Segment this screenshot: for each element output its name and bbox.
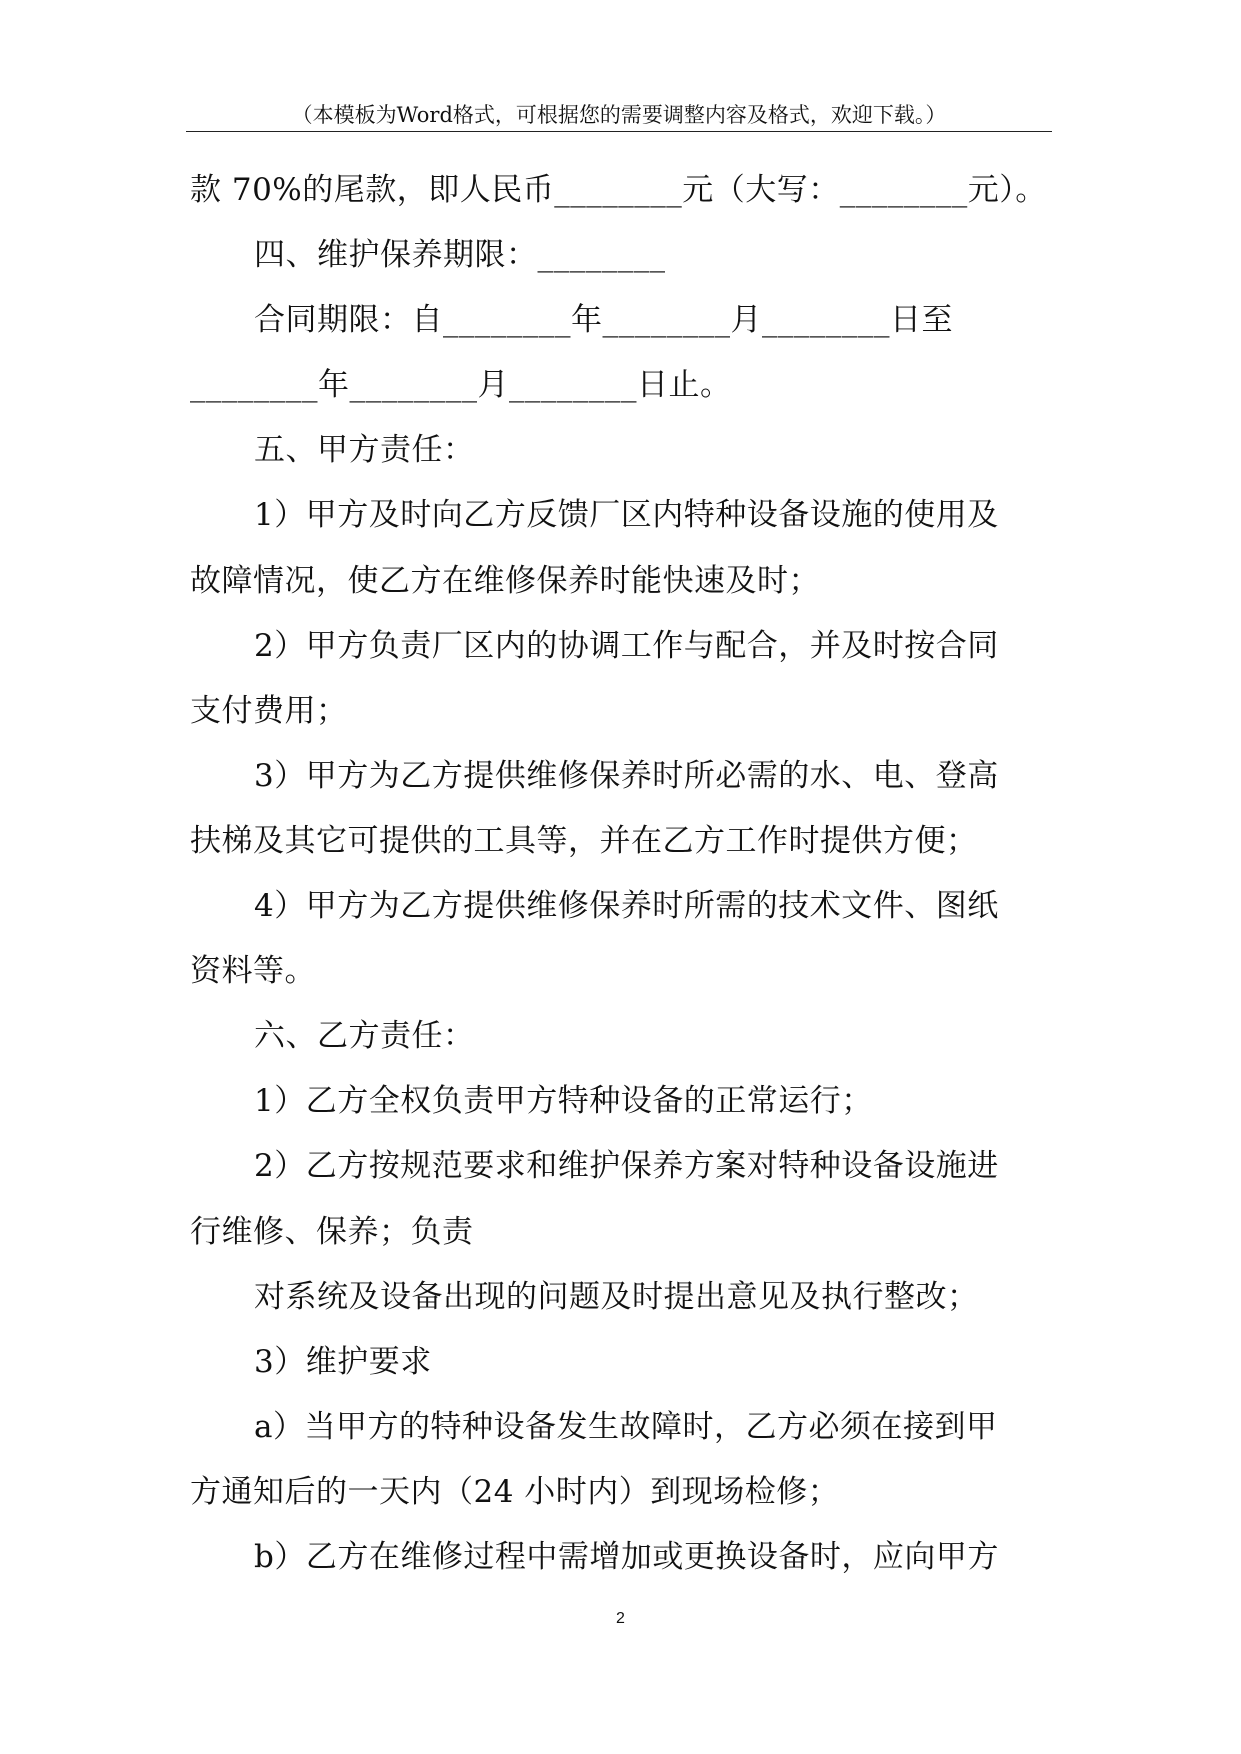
text-line: 支付费用； bbox=[190, 692, 348, 729]
text-line: 行维修、保养；负责 bbox=[190, 1213, 474, 1250]
text-line: 对系统及设备出现的问题及时提出意见及执行整改； bbox=[254, 1278, 979, 1315]
text-line: 资料等。 bbox=[190, 953, 316, 990]
text-line: a）当甲方的特种设备发生故障时，乙方必须在接到甲 bbox=[254, 1408, 998, 1445]
text-line: 2）乙方按规范要求和维护保养方案对特种设备设施进 bbox=[254, 1148, 999, 1185]
text-line: 合同期限：自________年________月________日至 bbox=[254, 302, 953, 339]
text-line: 六、乙方责任： bbox=[254, 1018, 475, 1055]
text-line: 2）甲方负责厂区内的协调工作与配合，并及时按合同 bbox=[254, 627, 999, 664]
text-line: ________年________月________日止。 bbox=[190, 367, 732, 404]
text-line: 四、维护保养期限：________ bbox=[254, 237, 666, 274]
text-line: 扶梯及其它可提供的工具等，并在乙方工作时提供方便； bbox=[190, 822, 978, 859]
text-line: b）乙方在维修过程中需增加或更换设备时，应向甲方 bbox=[254, 1538, 999, 1575]
text-line: 4）甲方为乙方提供维修保养时所需的技术文件、图纸 bbox=[254, 888, 999, 925]
text-line: 1）甲方及时向乙方反馈厂区内特种设备设施的使用及 bbox=[254, 497, 999, 534]
text-line: 五、甲方责任： bbox=[254, 432, 475, 469]
text-line: 款 70%的尾款，即人民币________元（大写：________元）。 bbox=[190, 172, 1047, 208]
page-number: 2 bbox=[616, 1610, 625, 1627]
text-line: 1）乙方全权负责甲方特种设备的正常运行； bbox=[254, 1083, 873, 1120]
text-line: 3）甲方为乙方提供维修保养时所必需的水、电、登高 bbox=[254, 757, 999, 794]
text-line: 故障情况，使乙方在维修保养时能快速及时； bbox=[190, 562, 820, 599]
template-header-note: （本模板为Word格式，可根据您的需要调整内容及格式，欢迎下载。） bbox=[291, 103, 947, 127]
header-divider bbox=[186, 131, 1052, 132]
contract-body-text bbox=[190, 158, 1070, 1590]
text-line: 3）维护要求 bbox=[254, 1343, 432, 1380]
text-line: 方通知后的一天内（24 小时内）到现场检修； bbox=[190, 1473, 840, 1510]
